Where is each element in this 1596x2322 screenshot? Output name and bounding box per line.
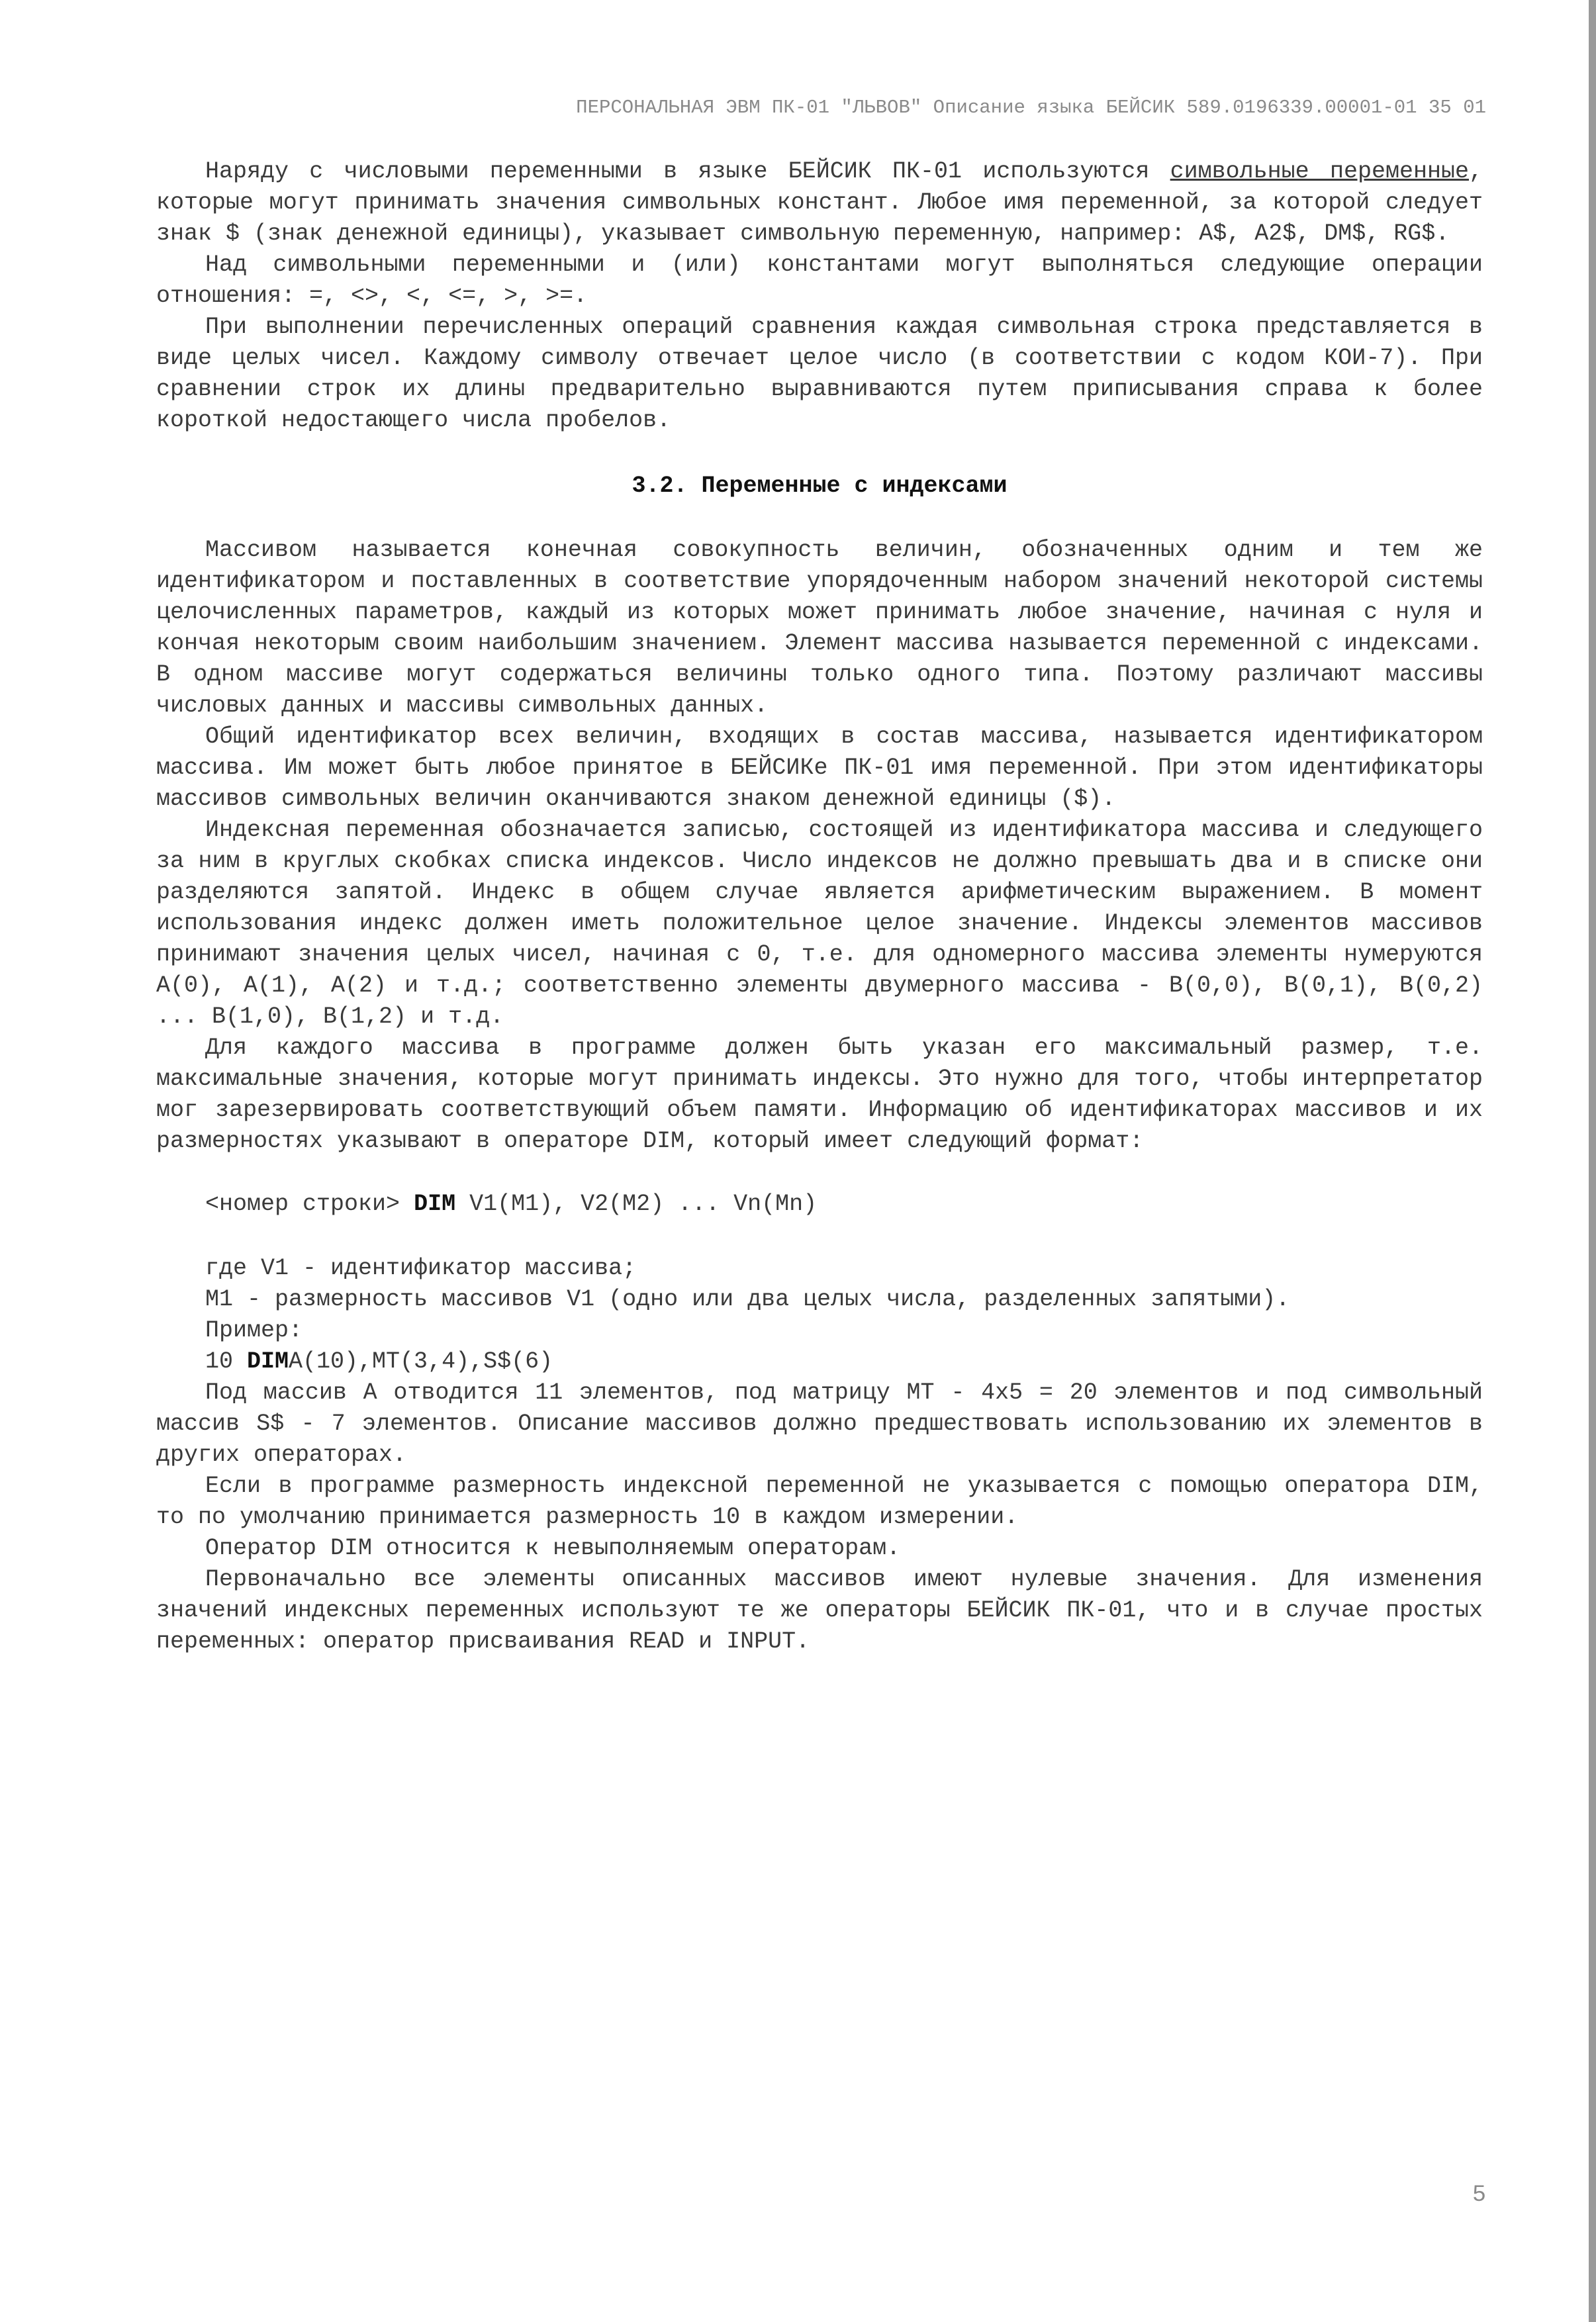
- running-header: ПЕРСОНАЛЬНАЯ ЭВМ ПК-01 "ЛЬВОВ" Описание языка БЕЙСИК 589.0196339.00001-01 35 01: [576, 97, 1486, 118]
- symbolic-variables-term: символьные переменные: [1170, 158, 1469, 185]
- section-paragraph-4: Для каждого массива в программе должен быть указан его максимальный размер, т.е. максимальные значения, которые могут принимать индексы. Это нужно для того, чтобы интерпретатор мог зарезервировать соответствующий объем памяти. Информацию об идентификаторах массивов и их размерностях указывают в операторе DIM, который имеет следующий формат:: [156, 1035, 1483, 1154]
- where-line: где V1 - идентификатор массива;: [205, 1255, 637, 1281]
- example-code: [156, 1346, 1483, 1377]
- format-prefix: <номер строки>: [205, 1191, 414, 1217]
- section-paragraph-3: Индексная переменная обозначается записью, состоящей из идентификатора массива и следующего за ним в круглых скобках списка индексов. Число индексов не должно превышать два и в списке они разделяются запятой. Индекс в общем случае является арифметическим выражением. В момент использования индекс должен иметь положительное целое значение. Индексы элементов массивов принимают значения целых чисел, начиная с 0, т.е. для одномерного массива элементы нумеруются A(0), A(1), A(2) и т.д.; соответственно элементы двумерного массива - B(0,0), B(0,1), B(0,2) ... B(1,0), B(1,2) и т.д.: [156, 817, 1483, 1030]
- dim-keyword: DIM: [414, 1191, 456, 1217]
- intro-paragraph-3: При выполнении перечисленных операций сравнения каждая символьная строка представляется в виде целых чисел. Каждому символу отвечает целое число (в соответствии с кодом КОИ-7). При сравнении строк их длины предварительно выравниваются путем приписывания справа к более короткой недостающего числа пробелов.: [156, 314, 1483, 434]
- closing-paragraph-2: Если в программе размерность индексной переменной не указывается с помощью оператора DIM, то по умолчанию принимается размерность 10 в каждом измерении.: [156, 1473, 1483, 1530]
- page-edge: [1589, 0, 1596, 2322]
- closing-paragraph-1: Под массив A отводится 11 элементов, под матрицу MT - 4x5 = 20 элементов и под символьный массив S$ - 7 элементов. Описание массивов должно предшествовать использованию их элементов в других операторах.: [156, 1379, 1483, 1468]
- section-paragraph-1: Массивом называется конечная совокупность величин, обозначенных одним и тем же идентификатором и поставленных в соответствие упорядоченным набором значений некоторой системы целочисленных параметров, каждый из которых может принимать любое значение, начиная с нуля и кончая некоторым своим наибольшим значением. Элемент массива называется переменной с индексами. В одном массиве могут содержаться величины только одного типа. Поэтому различают массивы числовых данных и массивы символьных данных.: [156, 537, 1483, 719]
- m1-definition: M1 - размерность массивов V1 (одно или два целых числа, разделенных запятыми).: [205, 1286, 1290, 1313]
- dim-format-line: [156, 1189, 1483, 1220]
- example-line-number: 10: [205, 1348, 248, 1375]
- closing-paragraph-4: Первоначально все элементы описанных массивов имеют нулевые значения. Для изменения значений индексных переменных используют те же операторы БЕЙСИК ПК-01, что и в случае простых переменных: оператор присваивания READ и INPUT.: [156, 1566, 1483, 1655]
- intro-paragraph-1: [156, 156, 1483, 250]
- closing-paragraph-3: Оператор DIM относится к невыполняемым операторам.: [205, 1535, 901, 1561]
- example-label: Пример:: [205, 1317, 303, 1344]
- example-arguments: A(10),MT(3,4),S$(6): [289, 1348, 553, 1375]
- intro-p1-text-end: , которые могут принимать значения символьных констант. Любое имя переменной, за которой следует знак $ (знак денежной единицы), указывает символьную переменную, например: A$, A2$, DM$, RG$.: [156, 158, 1483, 247]
- intro-p1-text-start: Наряду с числовыми переменными в языке БЕЙСИК ПК-01 используются: [205, 158, 1170, 185]
- intro-paragraph-2: Над символьными переменными и (или) константами могут выполняться следующие операции отношения: =, <>, <, <=, >, >=.: [156, 252, 1483, 309]
- page-number: 5: [1472, 2182, 1486, 2208]
- section-title: 3.2. Переменные с индексами: [632, 473, 1008, 499]
- example-dim-keyword: DIM: [247, 1348, 289, 1375]
- format-arguments: V1(M1), V2(M2) ... Vn(Mn): [455, 1191, 818, 1217]
- section-paragraph-2: Общий идентификатор всех величин, входящих в состав массива, называется идентификатором массива. Им может быть любое принятое в БЕЙСИКе ПК-01 имя переменной. При этом идентификаторы массивов символьных величин оканчиваются знаком денежной единицы ($).: [156, 723, 1483, 812]
- document-body: [156, 156, 1483, 1657]
